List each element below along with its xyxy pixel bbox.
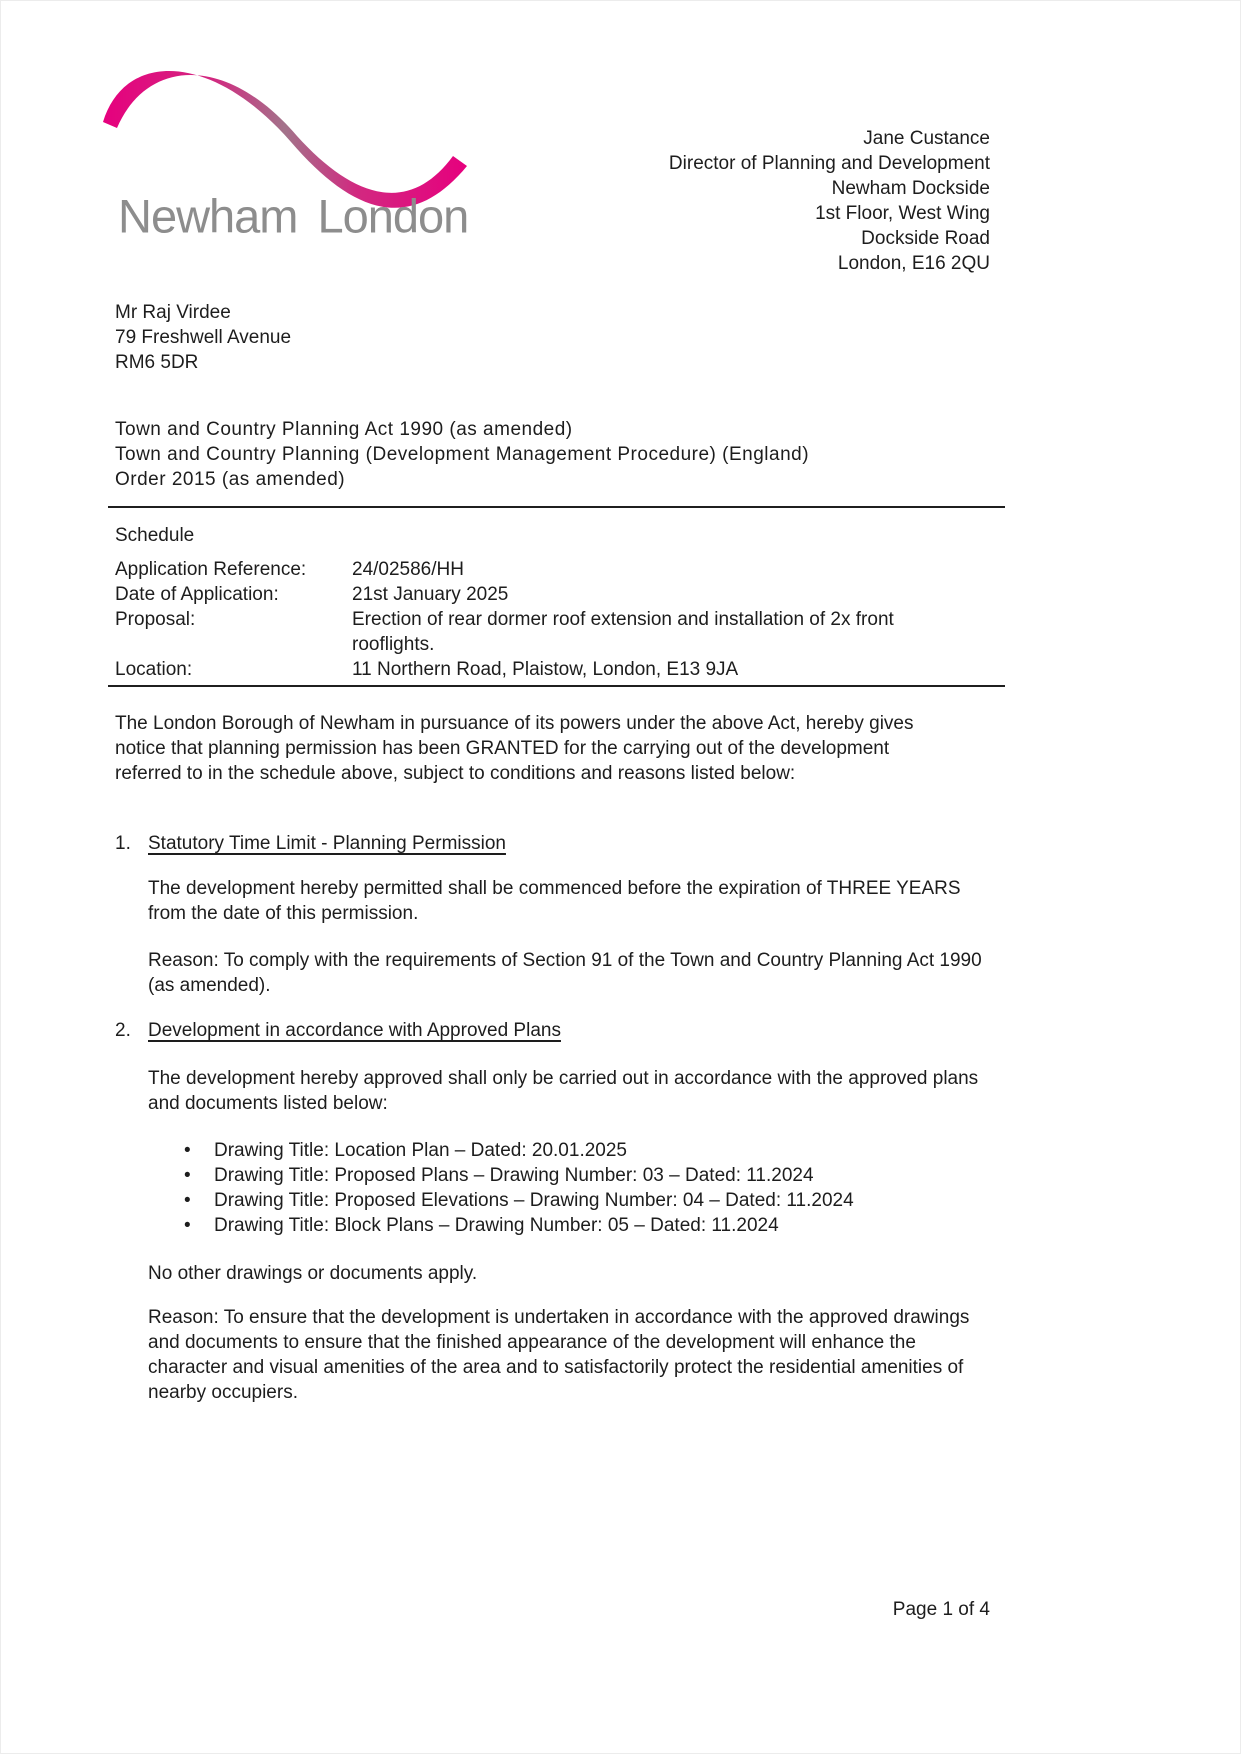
condition-reason: Reason: To ensure that the development is undertaken in accordance with the approved drawings and documents to ensure that the finished appearance of the development will enhance the character and visual amenities of the area and to satisfactorily protect the residential amenities of nearby occupiers.	[148, 1307, 970, 1403]
list-item	[148, 1213, 988, 1238]
drawing-item: Drawing Title: Proposed Plans – Drawing Number: 03 – Dated: 11.2024	[214, 1165, 814, 1186]
sender-address-block	[115, 126, 990, 276]
list-item	[148, 1163, 988, 1188]
list-item	[148, 1188, 988, 1213]
logo-word-london: London	[317, 189, 469, 243]
condition-1-body	[148, 876, 988, 998]
location-value: 11 Northern Road, Plaistow, London, E13 9JA	[352, 659, 739, 680]
condition-2	[115, 1018, 1005, 1405]
recipient-name: Mr Raj Virdee	[115, 302, 231, 323]
act-heading-line: Order 2015 (as amended)	[115, 469, 346, 490]
sender-address-line: Newham Dockside	[831, 178, 990, 199]
condition-title: Statutory Time Limit - Planning Permission	[148, 833, 506, 854]
bullet-icon: •	[184, 1215, 191, 1236]
act-heading-line: Town and Country Planning (Development Management Procedure) (England)	[115, 444, 810, 465]
application-reference-value: 24/02586/HH	[352, 559, 464, 580]
sender-title: Director of Planning and Development	[668, 153, 990, 174]
drawing-item: Drawing Title: Block Plans – Drawing Number: 05 – Dated: 11.2024	[214, 1215, 779, 1236]
schedule-row-label: Location:	[115, 659, 193, 680]
divider-line	[108, 506, 1005, 508]
page-number: Page 1 of 4	[892, 1599, 990, 1620]
list-item	[148, 1138, 988, 1163]
sender-name: Jane Custance	[863, 128, 990, 149]
divider-line	[108, 685, 1005, 687]
schedule-table	[115, 557, 1005, 682]
schedule-row-label: Date of Application:	[115, 584, 279, 605]
bullet-icon: •	[184, 1190, 191, 1211]
condition-2-heading	[115, 1018, 1005, 1043]
condition-paragraph: The development hereby permitted shall be commenced before the expiration of THREE YEARS from the date of this permission.	[148, 878, 961, 924]
condition-1-heading	[115, 831, 1005, 856]
schedule-row-label: Proposal:	[115, 609, 196, 630]
condition-paragraph: No other drawings or documents apply.	[148, 1263, 478, 1284]
condition-paragraph: The development hereby approved shall only be carried out in accordance with the approved plans and documents listed below:	[148, 1068, 979, 1114]
bullet-icon: •	[184, 1140, 191, 1161]
condition-1	[115, 831, 1005, 998]
logo-word-newham: Newham	[118, 189, 298, 243]
condition-number: 1.	[115, 833, 131, 854]
drawing-item: Drawing Title: Proposed Elevations – Drawing Number: 04 – Dated: 11.2024	[214, 1190, 854, 1211]
condition-number: 2.	[115, 1020, 131, 1041]
act-heading	[115, 417, 1005, 492]
condition-2-body	[148, 1066, 988, 1405]
drawing-item: Drawing Title: Location Plan – Dated: 20.01.2025	[214, 1140, 627, 1161]
recipient-address-block	[115, 300, 715, 375]
approved-drawings-list	[148, 1138, 988, 1238]
sender-address-line: 1st Floor, West Wing	[815, 203, 990, 224]
recipient-address-line: 79 Freshwell Avenue	[115, 327, 292, 348]
sender-address-line: Dockside Road	[861, 228, 990, 249]
condition-reason: Reason: To comply with the requirements of Section 91 of the Town and Country Planning Act 1990 (as amended).	[148, 950, 982, 996]
application-date-value: 21st January 2025	[352, 584, 509, 605]
condition-title: Development in accordance with Approved Plans	[148, 1020, 561, 1041]
act-heading-line: Town and Country Planning Act 1990 (as amended)	[115, 419, 573, 440]
proposal-value: Erection of rear dormer roof extension and installation of 2x front rooflights.	[352, 609, 894, 655]
grant-notice-paragraph: The London Borough of Newham in pursuance of its powers under the above Act, hereby gives notice that planning permission has been GRANTED for the carrying out of the development referred to in the schedule above, subject to conditions and reasons listed below:	[115, 713, 914, 784]
schedule-row-label: Application Reference:	[115, 559, 307, 580]
recipient-postcode: RM6 5DR	[115, 352, 199, 373]
sender-address-line: London, E16 2QU	[837, 253, 990, 274]
bullet-icon: •	[184, 1165, 191, 1186]
schedule-title: Schedule	[115, 525, 195, 546]
